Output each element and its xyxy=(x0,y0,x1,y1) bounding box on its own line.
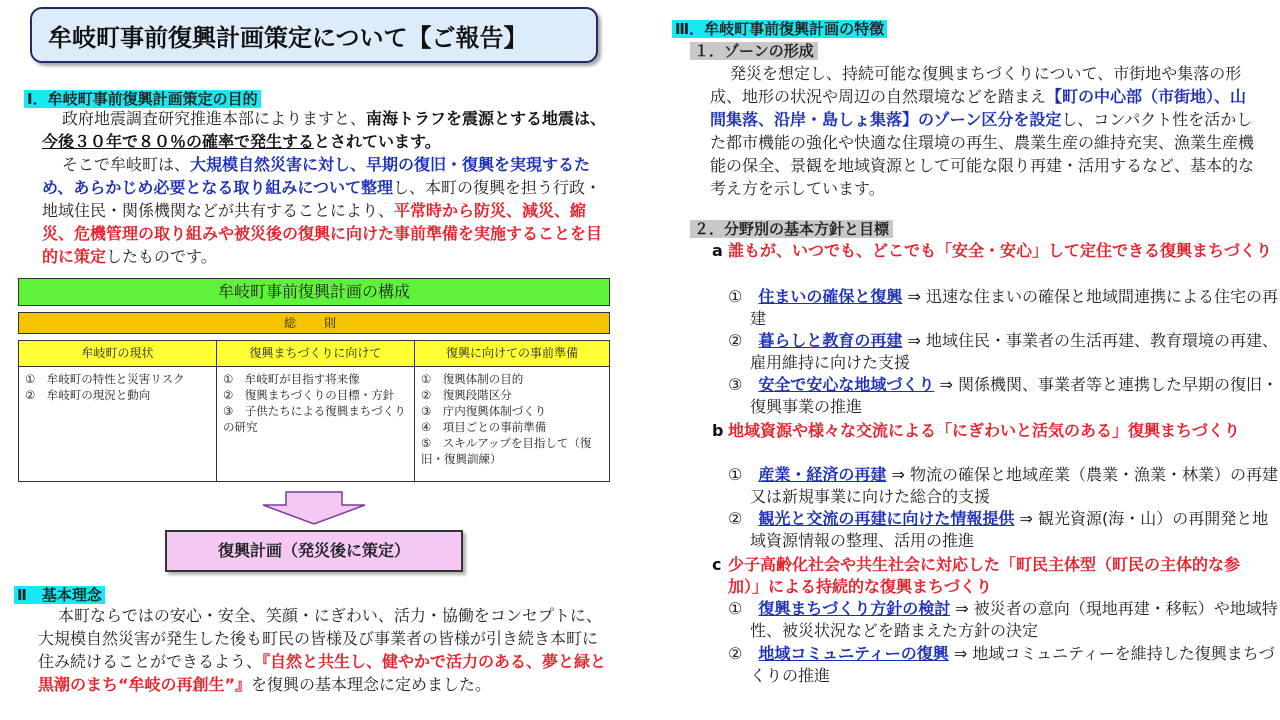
col1-item-2: ② 牟岐町の現況と動向 xyxy=(25,388,151,402)
category-c-item-2 xyxy=(728,643,1278,687)
a1-link[interactable]: 住まいの確保と復興 xyxy=(758,287,903,306)
category-c-title: 少子高齢化社会や共生社会に対応した「町民主体型（町民の主体的な参加）」による持続的な復興まちづくり xyxy=(728,555,1241,596)
section-1-heading-text: Ⅰ．牟岐町事前復興計画策定の目的 xyxy=(24,90,261,108)
col-body-current xyxy=(19,367,217,481)
s1p1-text-2: 南海トラフを震源とする地震は、 xyxy=(366,109,607,128)
c2-link[interactable]: 地域コミュニティーの復興 xyxy=(758,644,949,663)
b1-num: ① xyxy=(728,465,743,484)
section-3-sub-1-heading xyxy=(690,40,818,61)
sub1-text-2: 【町の中心部（市街地）、山間集落、沿岸・島しょ集落】のゾーン区分を設定 xyxy=(710,87,1247,129)
c2-text: ⇒ 地域コミュニティーを維持した復興まちづくりの推進 xyxy=(750,644,1275,685)
s1p2-text-1: そこで牟岐町は、 xyxy=(62,155,191,174)
s1p2-text-3: し、本町の復興を担う行政・地域住民・関係機関などが共有することにより、 xyxy=(42,178,602,220)
category-a-item-2 xyxy=(728,330,1278,374)
a2-text: ⇒ 地域住民・事業者の生活再建、教育環境の再建、雇用維持に向けた支援 xyxy=(750,331,1278,372)
category-c-item-1 xyxy=(728,598,1278,642)
s1p2-text-5: したものです。 xyxy=(106,247,217,266)
section-3-sub-2-heading xyxy=(690,218,893,239)
col-body-toward-recovery xyxy=(217,367,415,481)
a3-link[interactable]: 安全で安心な地域づくり xyxy=(758,375,935,394)
b1-link[interactable]: 産業・経済の再建 xyxy=(758,465,887,484)
structure-title-text: 牟岐町事前復興計画の構成 xyxy=(217,282,410,301)
category-b-item-2 xyxy=(728,508,1278,552)
category-a-label: a xyxy=(712,241,723,260)
category-a-title: 誰もが、いつでも、どこでも「安全・安心」して定住できる復興まちづくり xyxy=(728,241,1272,260)
s2-text-2: 『自然と共生し、健やかで活力のある、夢と緑と黒潮のまち“牟岐の再創生”』 xyxy=(38,652,607,694)
page-title-text: 牟岐町事前復興計画策定について【ご報告】 xyxy=(48,23,528,52)
col3-item-5: ⑤ スキルアップを目指して（復旧・復興訓練） xyxy=(421,436,592,466)
recovery-plan-text: 復興計画（発災後に策定） xyxy=(217,541,410,560)
sub-1-heading-text: １．ゾーンの形成 xyxy=(690,42,818,60)
section-3-heading-text: Ⅲ．牟岐町事前復興計画の特徴 xyxy=(672,20,887,38)
col2-item-1: ① 牟岐町が目指す将来像 xyxy=(223,372,360,386)
col-body-pre-preparation xyxy=(415,367,609,481)
structure-title xyxy=(18,278,610,306)
s1p2-text-4: 平常時から防災、減災、縮災、危機管理の取り組みや被災後の復興に向けた事前準備を実施することを目的に策定 xyxy=(42,201,603,266)
col2-item-3: ③ 子供たちによる復興まちづくりの研究 xyxy=(223,404,406,434)
a1-text: ⇒ 迅速な住まいの確保と地域間連携による住宅の再建 xyxy=(750,287,1278,328)
category-b xyxy=(712,420,1272,442)
recovery-plan-box xyxy=(165,530,463,572)
a2-num: ② xyxy=(728,331,743,350)
structure-general-text: 総 則 xyxy=(283,316,344,330)
sub1-text-1: 発災を想定し、持続可能な復興まちづくりについて、市街地や集落の形成、地形の状況や周辺の自然環境などを踏まえ xyxy=(710,64,1242,106)
col3-item-3: ③ 庁内復興体制づくり xyxy=(421,404,547,418)
b2-link[interactable]: 観光と交流の再建に向けた情報提供 xyxy=(758,509,1015,528)
category-c xyxy=(712,554,1272,598)
section-3-heading xyxy=(672,18,887,39)
down-arrow-icon xyxy=(262,491,366,525)
col3-item-1: ① 復興体制の目的 xyxy=(421,372,524,386)
a2-link[interactable]: 暮らしと教育の再建 xyxy=(758,331,903,350)
s1p1-text-3: 今後３０年で８０％の確率で発生する xyxy=(42,132,315,151)
category-a xyxy=(712,240,1272,262)
b2-text: ⇒ 観光資源(海・山）の再開発と地域資源情報の整理、活用の推進 xyxy=(750,509,1269,550)
structure-columns xyxy=(18,340,610,482)
section-1-paragraph-2 xyxy=(42,153,610,268)
category-b-label: b xyxy=(712,421,724,440)
s2-text-3: を復興の基本理念に定めました。 xyxy=(251,675,492,694)
b1-text: ⇒ 物流の確保と地域産業（農業・漁業・林業）の再建又は新規事業に向けた総合的支援 xyxy=(750,465,1278,506)
col3-item-4: ④ 項目ごとの事前準備 xyxy=(421,420,547,434)
section-2-heading-text: Ⅱ 基本理念 xyxy=(14,586,105,604)
section-1-heading xyxy=(24,88,261,109)
s1p1-text-1: 政府地震調査研究推進本部によりますと、 xyxy=(62,109,367,128)
sub1-text-3: し、コンパクト性を活かした都市機能の強化や快適な住環境の再生、農業生産の維持充実、漁業生産機能の保全、景観を地域資源として可能な限り再建・活用するなど、基本的な考え方を示しています。 xyxy=(710,110,1255,198)
section-2-paragraph xyxy=(38,604,608,696)
c1-link[interactable]: 復興まちづくり方針の検討 xyxy=(758,599,951,618)
col3-item-2: ② 復興段階区分 xyxy=(421,388,512,402)
col2-item-2: ② 復興まちづくりの目標・方針 xyxy=(223,388,395,402)
category-c-label: c xyxy=(712,555,722,574)
c2-num: ② xyxy=(728,644,743,663)
col-header-current: 牟岐町の現状 xyxy=(19,341,217,367)
page-title xyxy=(30,7,598,63)
category-b-title: 地域資源や様々な交流による「にぎわいと活気のある」復興まちづくり xyxy=(728,421,1240,440)
category-a-item-1 xyxy=(728,286,1278,330)
section-3-sub-1-paragraph xyxy=(710,62,1256,200)
c1-text: ⇒ 被災者の意向（現地再建・移転）や地域特性、被災状況などを踏まえた方針の決定 xyxy=(750,599,1278,640)
sub-2-heading-text: ２．分野別の基本方針と目標 xyxy=(690,220,893,238)
s1p2-text-2: 大規模自然災害に対し、早期の復旧・復興を実現するため、あらかじめ必要となる取り組みについて整理 xyxy=(42,155,591,197)
col1-item-1: ① 牟岐町の特性と災害リスク xyxy=(25,372,185,386)
structure-general-rules xyxy=(18,312,610,334)
section-2-heading xyxy=(14,584,105,605)
col-header-toward-recovery: 復興まちづくりに向けて xyxy=(217,341,415,367)
a3-text: ⇒ 関係機関、事業者等と連携した早期の復旧・復興事業の推進 xyxy=(750,375,1278,416)
a3-num: ③ xyxy=(728,375,743,394)
category-a-item-3 xyxy=(728,374,1278,418)
s2-text-1: 本町ならではの安心・安全、笑顔・にぎわい、活力・協働をコンセプトに、大規模自然災害が発生した後も町民の皆様及び事業者の皆様が引き続き本町に住み続けることができるよう、 xyxy=(38,606,602,671)
c1-num: ① xyxy=(728,599,743,618)
category-b-item-1 xyxy=(728,464,1278,508)
section-1-paragraph-1 xyxy=(42,107,610,153)
s1p1-text-4: とされています。 xyxy=(314,132,441,151)
b2-num: ② xyxy=(728,509,743,528)
a1-num: ① xyxy=(728,287,743,306)
col-header-pre-preparation: 復興に向けての事前準備 xyxy=(415,341,609,367)
